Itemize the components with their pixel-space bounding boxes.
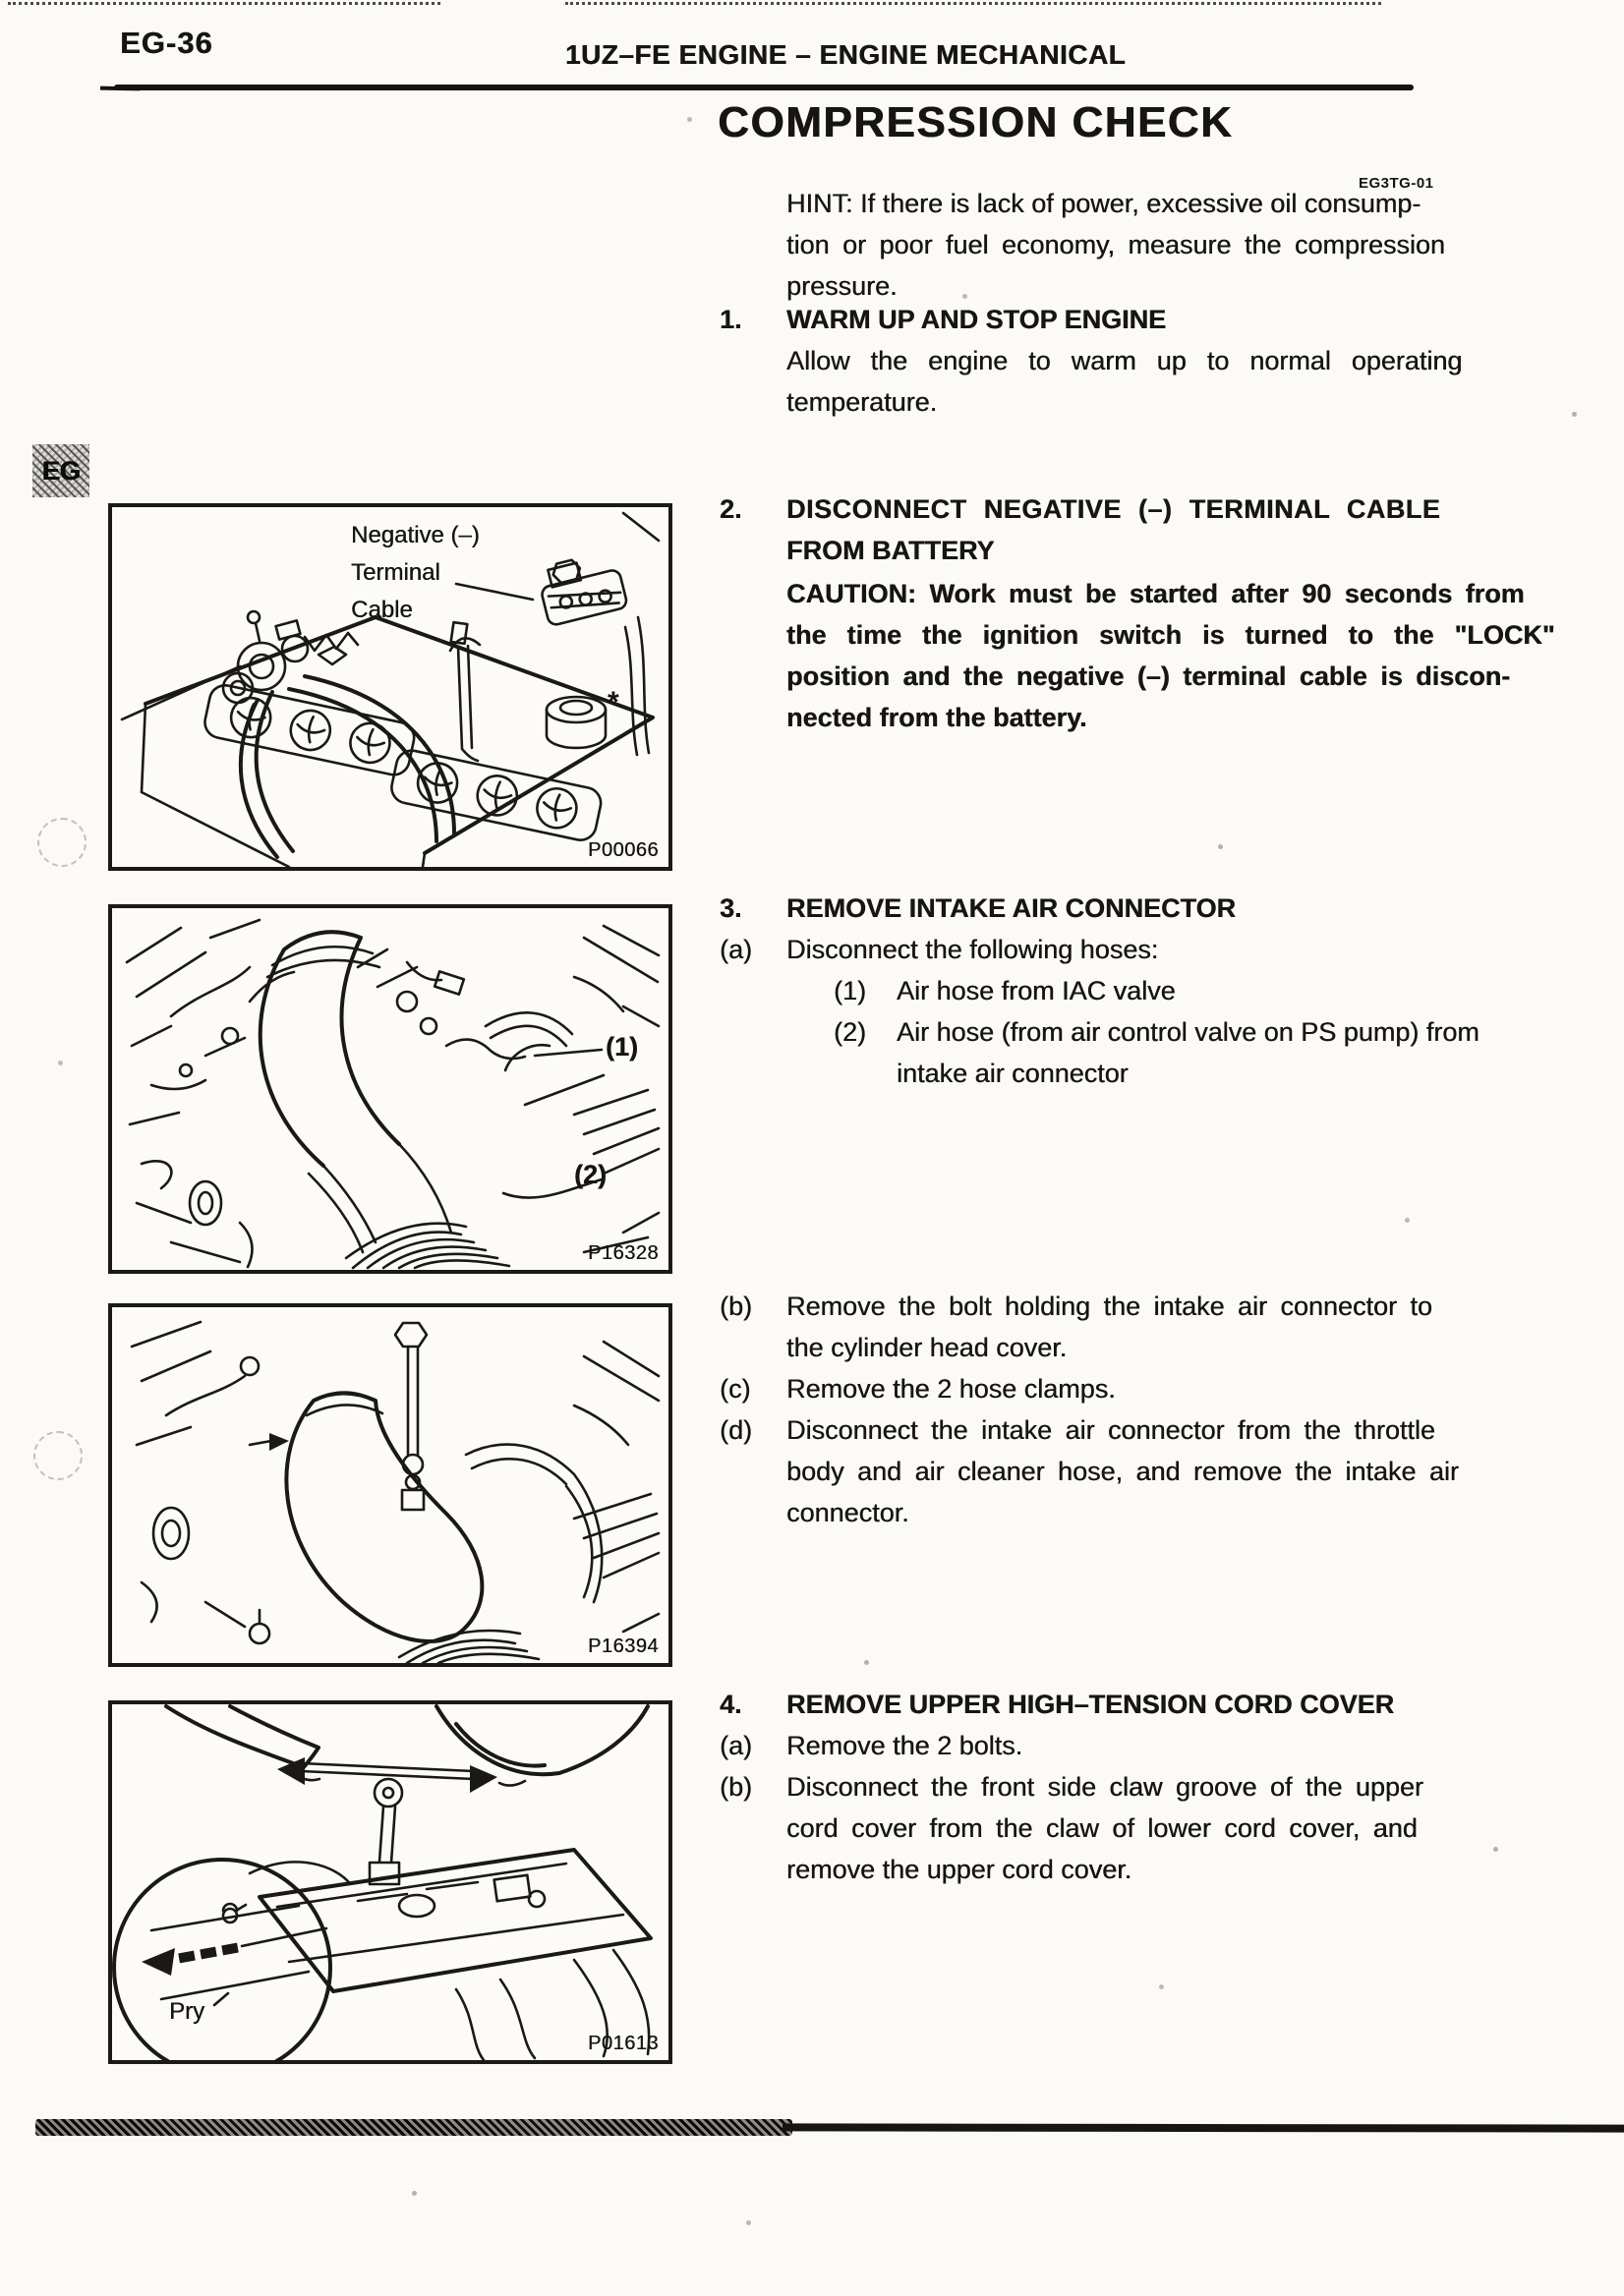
scan-artifact-dotted-line: [565, 2, 1381, 5]
step3-c-label: (c): [720, 1374, 751, 1404]
scan-noise: [0, 0, 3, 3]
step1-heading: WARM UP AND STOP ENGINE: [786, 305, 1167, 334]
figure-cord-cover: [108, 1700, 672, 2064]
step4-b-line-2: cord cover from the claw of lower cord cover, and: [786, 1813, 1418, 1843]
step3-b-line-2: the cylinder head cover.: [786, 1333, 1068, 1362]
page-number: EG-36: [120, 26, 213, 60]
step4-b-label: (b): [720, 1772, 752, 1802]
battery-label-line-2: Terminal: [351, 559, 440, 586]
step3-sub2-line-1: Air hose (from air control valve on PS pump) from: [897, 1017, 1479, 1047]
figure-connector-bolt: [108, 1303, 672, 1667]
step1-body-line-2: temperature.: [786, 387, 938, 417]
step4-b-line-3: remove the upper cord cover.: [786, 1855, 1132, 1884]
step4-a-label: (a): [720, 1731, 752, 1760]
step2-heading-line-2: FROM BATTERY: [786, 536, 995, 565]
battery-label-line-3: Cable: [351, 597, 413, 623]
step3-b-label: (b): [720, 1292, 752, 1321]
step2-caution-line-4: nected from the battery.: [786, 703, 1087, 732]
figure-code-battery: P00066: [588, 839, 659, 861]
hint-line-2: tion or poor fuel economy, measure the compression: [786, 230, 1445, 259]
step1-number: 1.: [720, 305, 742, 334]
step4-b-line-1: Disconnect the front side claw groove of the upper: [786, 1772, 1423, 1802]
scan-artifact-arc: [33, 1431, 83, 1480]
pry-label: Pry: [169, 1998, 204, 2025]
intake-callout-1: (1): [606, 1032, 638, 1062]
section-title: 1UZ–FE ENGINE – ENGINE MECHANICAL: [564, 39, 1127, 70]
page-title: COMPRESSION CHECK: [718, 98, 1234, 146]
intake-hoses-illustration: [112, 908, 668, 1270]
step3-b-line-1: Remove the bolt holding the intake air connector to: [786, 1292, 1432, 1321]
step3-heading: REMOVE INTAKE AIR CONNECTOR: [786, 893, 1237, 923]
hint-line-1: HINT: If there is lack of power, excessive oil consump-: [786, 189, 1421, 218]
battery-label-line-1: Negative (–): [351, 522, 480, 548]
step3-d-label: (d): [720, 1415, 752, 1445]
step2-caution-line-1: CAUTION: Work must be started after 90 seconds from: [786, 579, 1525, 608]
step3-sub2-label: (2): [834, 1017, 866, 1047]
figure-code-intake: P16328: [588, 1242, 659, 1264]
step3-c-text: Remove the 2 hose clamps.: [786, 1374, 1116, 1404]
scan-artifact-arc: [37, 818, 87, 867]
header-rule: [114, 85, 1414, 90]
figure-code-bolt: P16394: [588, 1636, 659, 1657]
hint-line-3: pressure.: [786, 271, 898, 301]
step4-heading: REMOVE UPPER HIGH–TENSION CORD COVER: [786, 1690, 1395, 1719]
figure-intake-hoses: [108, 904, 672, 1274]
figure-code-cover: P01613: [588, 2033, 659, 2054]
step1-body-line-1: Allow the engine to warm up to normal operating: [786, 346, 1463, 375]
step2-caution-line-3: position and the negative (–) terminal cable is discon-: [786, 661, 1511, 691]
section-edge-tab: [32, 444, 89, 497]
scan-artifact-line: [783, 2123, 1624, 2132]
section-edge-tab-label: EG: [41, 455, 81, 486]
step3-d-line-3: connector.: [786, 1498, 909, 1527]
step3-d-line-1: Disconnect the intake air connector from the throttle: [786, 1415, 1435, 1445]
step2-caution-line-2: the time the ignition switch is turned to the "LOCK": [786, 620, 1555, 650]
connector-bolt-illustration: [112, 1307, 668, 1663]
step2-heading-line-1: DISCONNECT NEGATIVE (–) TERMINAL CABLE: [786, 494, 1441, 524]
step3-sub1-text: Air hose from IAC valve: [897, 976, 1176, 1005]
step3-sub1-label: (1): [834, 976, 866, 1005]
step3-number: 3.: [720, 893, 742, 923]
step3-a-text: Disconnect the following hoses:: [786, 935, 1159, 964]
step3-d-line-2: body and air cleaner hose, and remove the intake air: [786, 1457, 1459, 1486]
scan-artifact-dither: [35, 2119, 792, 2136]
step3-a-label: (a): [720, 935, 752, 964]
doc-reference-code: EG3TG-01: [1359, 175, 1434, 192]
figure-battery: [108, 503, 672, 871]
step2-number: 2.: [720, 494, 742, 524]
step4-number: 4.: [720, 1690, 742, 1719]
battery-footnote-mark: *: [608, 686, 619, 718]
scan-artifact-dotted-line: [8, 2, 440, 5]
step3-sub2-line-2: intake air connector: [897, 1059, 1129, 1088]
step4-a-text: Remove the 2 bolts.: [786, 1731, 1023, 1760]
intake-callout-2: (2): [574, 1160, 607, 1189]
scan-artifact-bottom-strip: [35, 2119, 1624, 2141]
